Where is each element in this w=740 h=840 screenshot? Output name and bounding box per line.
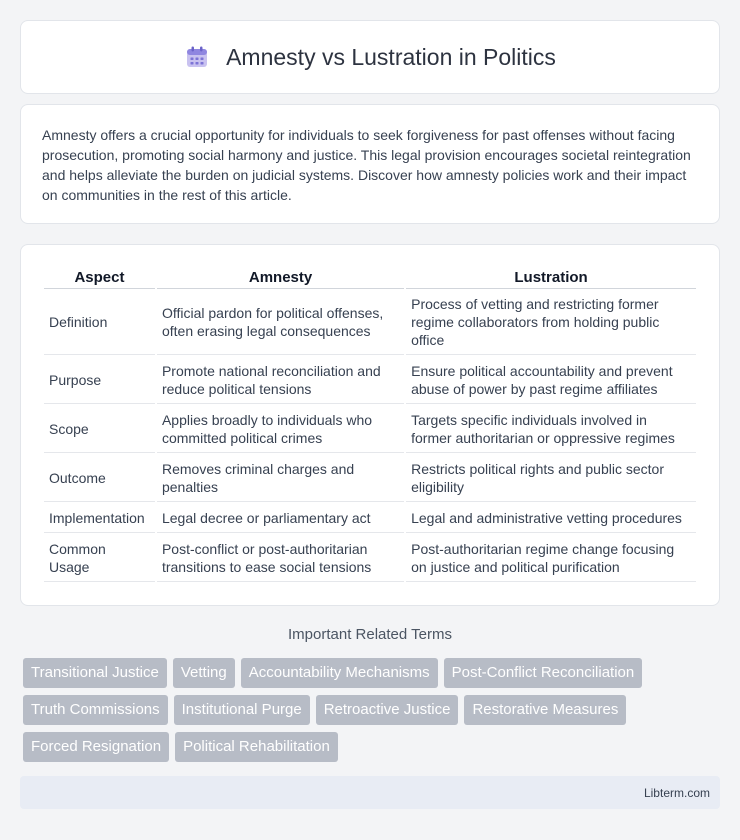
header-aspect: Aspect [44, 267, 155, 289]
intro-card [20, 104, 720, 224]
amnesty-cell: Legal decree or parliamentary act [157, 504, 404, 533]
table-row [44, 406, 696, 453]
page-title: Amnesty vs Lustration in Politics [226, 43, 556, 70]
lustration-cell: Ensure political accountability and prevent abuse of power by past regime affiliates [406, 357, 696, 404]
aspect-cell: Definition [44, 291, 155, 355]
related-tags [20, 658, 720, 762]
tag-transitional-justice[interactable]: Transitional Justice [23, 658, 167, 688]
table-row [44, 357, 696, 404]
tag-accountability-mechanisms[interactable]: Accountability Mechanisms [241, 658, 438, 688]
aspect-cell: Outcome [44, 455, 155, 502]
tag-post-conflict-reconciliation[interactable]: Post-Conflict Reconciliation [444, 658, 643, 688]
table-row [44, 455, 696, 502]
intro-text: Amnesty offers a crucial opportunity for individuals to seek forgiveness for past offenses without facing prosecution, promoting social harmony and justice. This legal provision encourages societal reintegration and helps alleviate the burden on judicial systems. Discover how amnesty policies work and their impact on communities in the rest of this article. [42, 127, 691, 203]
aspect-cell: Purpose [44, 357, 155, 404]
footer [20, 776, 720, 809]
comparison-table [42, 265, 698, 584]
table-row [44, 535, 696, 582]
tag-retroactive-justice[interactable]: Retroactive Justice [316, 695, 459, 725]
tag-political-rehabilitation[interactable]: Political Rehabilitation [175, 732, 338, 762]
header-card [20, 20, 720, 94]
header-lustration: Lustration [406, 267, 696, 289]
tag-vetting[interactable]: Vetting [173, 658, 235, 688]
lustration-cell: Process of vetting and restricting former regime collaborators from holding public office [406, 291, 696, 355]
calendar-icon [184, 44, 210, 70]
footer-site-link[interactable]: Libterm.com [643, 785, 710, 800]
amnesty-cell: Promote national reconciliation and reduce political tensions [157, 357, 404, 404]
aspect-cell: Implementation [44, 504, 155, 533]
tag-restorative-measures[interactable]: Restorative Measures [464, 695, 626, 725]
amnesty-cell: Removes criminal charges and penalties [157, 455, 404, 502]
related-terms-section [20, 624, 720, 762]
title-wrap [184, 44, 556, 71]
amnesty-cell: Post-conflict or post-authoritarian transitions to ease social tensions [157, 535, 404, 582]
aspect-cell: Scope [44, 406, 155, 453]
lustration-cell: Legal and administrative vetting procedures [406, 504, 696, 533]
tag-institutional-purge[interactable]: Institutional Purge [174, 695, 310, 725]
lustration-cell: Restricts political rights and public sector eligibility [406, 455, 696, 502]
table-header-row [44, 267, 696, 289]
related-terms-title: Important Related Terms [288, 626, 452, 643]
table-row [44, 504, 696, 533]
amnesty-cell: Applies broadly to individuals who committed political crimes [157, 406, 404, 453]
aspect-cell: Common Usage [44, 535, 155, 582]
lustration-cell: Post-authoritarian regime change focusing on justice and political purification [406, 535, 696, 582]
comparison-card [20, 244, 720, 606]
lustration-cell: Targets specific individuals involved in former authoritarian or oppressive regimes [406, 406, 696, 453]
tag-truth-commissions[interactable]: Truth Commissions [23, 695, 168, 725]
tag-forced-resignation[interactable]: Forced Resignation [23, 732, 169, 762]
amnesty-cell: Official pardon for political offenses, often erasing legal consequences [157, 291, 404, 355]
header-amnesty: Amnesty [157, 267, 404, 289]
table-row [44, 291, 696, 355]
